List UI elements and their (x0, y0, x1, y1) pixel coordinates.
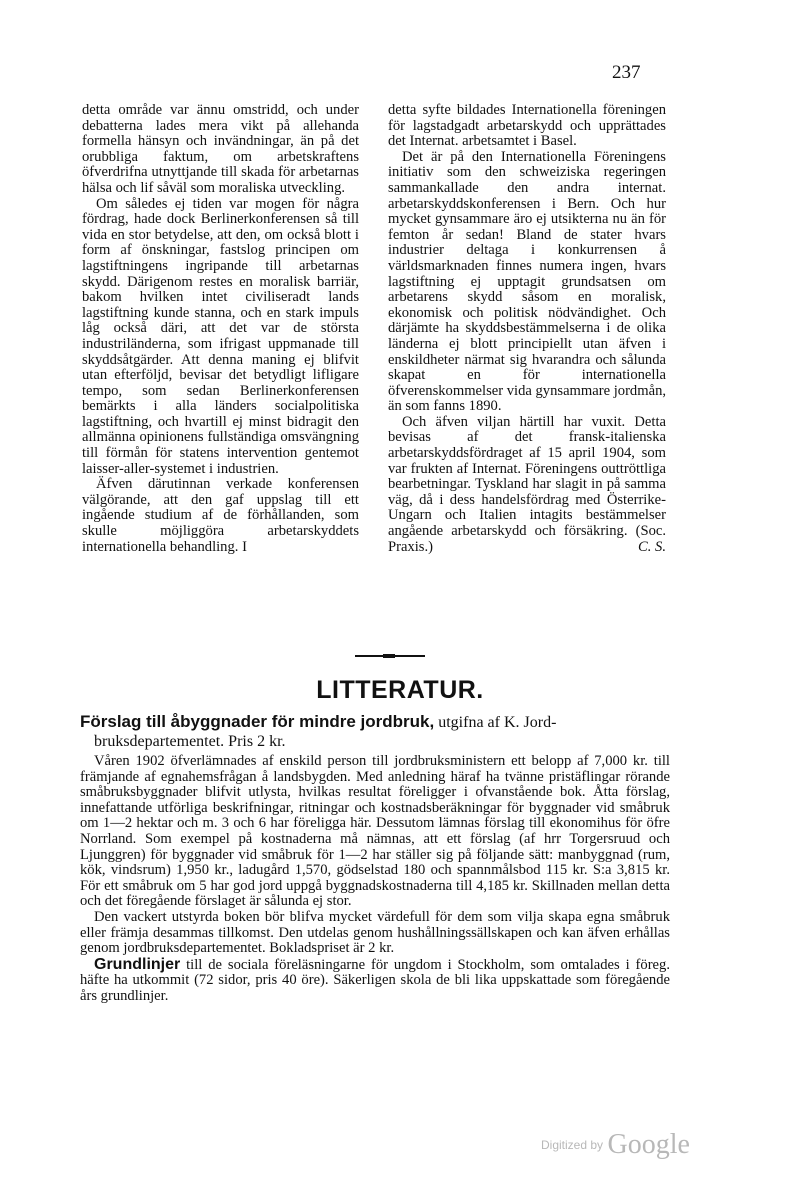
entry1-title-rest-1: utgifna af K. Jord- (438, 714, 557, 731)
entry1-paragraph-2: Den vackert utstyrda boken bör blifva mycket värdefull för dem som vilja skapa egna småbruk eller främja desammas tillkomst. Den utdelas genom hushållningssällskapen och kan äfven erhållas genom jordbruksdepartementet. Bokladspriset är 2 kr. (80, 908, 670, 957)
right-paragraph-2: Det är på den Internationella Föreningens initiativ som den schweiziska regeringen sammankallade den andra internat. arbetarskyddskonferensen i Bern. Och hur mycket gynsammare äro ej utsikterna nu än för femton år sedan! Bland de stater hvars industrier deltaga i konkurrensen å världsmarknaden finnes numera ingen, hvars lagstiftning ej upptagit grundsatsen om arbetarens skydd såsom en moralisk, ekonomisk och politisk nödvändighet. Och därjämte ha skyddsbestämmelserna i de olika länderna ej blott principiellt utan äfven i enskildheter närmat sig hvarandra och sålunda skapat en för internationella öfverenskommelser vida gynsammare jordmån, än som fanns 1890. (388, 148, 667, 415)
left-paragraph-3: Äfven därutinnan verkade konferensen välgörande, att den gaf uppslag till ett ingående studium af de förhållanden, som skulle möjliggöra arbetarskyddets internationella behandling. I (82, 476, 359, 555)
entry2-text: till de sociala föreläsningarne för ungdom i Stockholm, som omtalades i föreg. häfte ha utkommit (72 sidor, pris 40 öre). Säkerligen skola de bli lika uppskattade som föregående års grundlinjer. (80, 956, 670, 1004)
entry1-title: Förslag till åbyggnader för mindre jordbruk, (80, 712, 435, 731)
entry1-paragraph-1: Våren 1902 öfverlämnades af enskild person till jordbruksministern ett belopp af 7,000 kr. till främjande af egnahemsfrågan å landsbygden. Med anledning häraf ha tvänne pristäflingar rörande småbruksbyggnader blifvit utlysta, hvilkas resultat föreligger i ofvanstående bok. Åtta förslag, innefattande utförliga beskrifningar, ritningar och kostnadsberäkningar för byggnader vid småbruk om 1—2 hektar och m. 3 och 6 har föreligga här. Dessutom lämnas förslag till ekonomihus för öfre Norrland. Som exempel på kostnaderna må nämnas, att ett förslag (af hrr Torgersruud och Ljunggren) för byggnader vid småbruk för 1—2 har ställer sig på följande sätt: manbyggnad (rum, kök, vindsrum) 1,950 kr., ladugård 1,570, gödselstad 180 och spannmålsbod 115 kr. S:a 3,815 kr. För ett småbruk om 5 har god jord uppgå byggnadskostnaderna till 4,185 kr. Skillnaden mellan detta och det föregående förslaget är sålunda ej stor. (80, 753, 670, 910)
right-paragraph-3-text: Och äfven viljan härtill har vuxit. Detta bevisas af det fransk-italienska arbetarskyddsfördraget af 15 april 1904, som var frukten af Internat. Föreningens outtröttliga bearbetningar. Tyskland har slagit in på samma väg, då i dess handelsfördrag med Österrike-Ungarn och Italien intagits bestämmelser angående arbetarskydd och försäkring. (Soc. Praxis.) (388, 413, 666, 555)
author-signature: C. S. (638, 538, 666, 555)
digitized-watermark (541, 1129, 690, 1161)
google-logo: Google (607, 1129, 690, 1160)
entry2-title: Grundlinjer (94, 955, 181, 973)
entry1-heading (80, 712, 670, 751)
right-paragraph-1: detta syfte bildades Internationella föreningen för lagstadgadt arbetarskydd och upprättades det Internat. arbetsamtet i Basel. (388, 102, 666, 150)
literature-section (80, 712, 670, 1005)
right-paragraph-3 (388, 415, 666, 555)
left-paragraph-2: Om således ej tiden var mogen för några fördrag, hade dock Berlinerkonferensen så till vida en stor betydelse, att den, om också blott i form af önskningar, fastslog principen om lagstiftningens ingripande till arbetarnas skydd. Därigenom restes en moralisk barriär, bakom hvilken intet civiliseradt lands lagstiftning kunde stanna, och en stark impuls låg också däri, att det var de största industriländerna, som ifrigast uppmanade till skyddsåtgärder. Att denna maning ej blifvit utan efterföljd, bevisar det betydligt lifligare tempo, som sedan Berlinerkonferensen bemärkts i alla länders socialpolitiska lagstiftning, och hvartill ej minst bidragit den allmänna opinionens fullständiga omsvängning till förmån för statens intervention gentemot laisser-aller-systemet i industrien. (82, 195, 359, 477)
left-column (82, 103, 359, 555)
watermark-prefix: Digitized by (541, 1138, 604, 1152)
entry1-title-rest-2: bruksdepartementet. Pris 2 kr. (94, 733, 286, 750)
entry2 (80, 957, 670, 1005)
right-column (388, 103, 666, 555)
section-divider (355, 655, 425, 657)
left-paragraph-1: detta område var ännu omstridd, och under debatterna lades mera vikt på allehanda formella hänsyn och invändningar, än på det orubbliga faktum, om arbetskraftens öfverdrifna utnyttjande till skada för arbetarnas hälsa och lif såväl som moraliska utveckling. (82, 102, 359, 196)
section-title: LITTERATUR. (316, 676, 484, 704)
page-number: 237 (612, 62, 641, 83)
